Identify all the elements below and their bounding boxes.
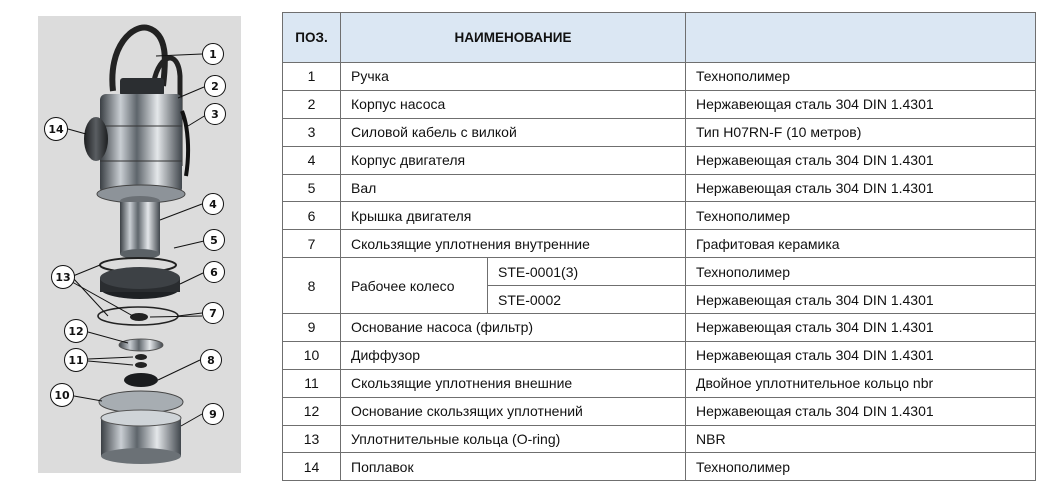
row-pos: 4 (283, 146, 341, 174)
table-row (283, 118, 1036, 146)
table-row (283, 202, 1036, 230)
table-row (283, 397, 1036, 425)
row-pos: 12 (283, 397, 341, 425)
header-material (686, 13, 1036, 63)
table-header-row (283, 13, 1036, 63)
callout-5 (204, 230, 225, 251)
row-material: Нержавеющая сталь 304 DIN 1.4301 (686, 90, 1036, 118)
callout-1 (203, 44, 224, 65)
row-pos: 9 (283, 314, 341, 342)
svg-text:2: 2 (211, 80, 219, 93)
callout-14 (45, 118, 68, 141)
table-row (283, 258, 1036, 286)
svg-text:3: 3 (211, 108, 219, 121)
svg-text:9: 9 (209, 408, 217, 421)
svg-text:1: 1 (209, 48, 217, 61)
row-pos: 11 (283, 369, 341, 397)
row-pos: 3 (283, 118, 341, 146)
table-row (283, 63, 1036, 91)
row-pos: 13 (283, 425, 341, 453)
row-model: STE-0001(3) (488, 258, 686, 286)
row-material: Технополимер (686, 63, 1036, 91)
callout-11 (65, 349, 88, 372)
svg-text:6: 6 (210, 266, 218, 279)
table-row (283, 314, 1036, 342)
row-material: Нержавеющая сталь 304 DIN 1.4301 (686, 174, 1036, 202)
cable-part (182, 111, 188, 176)
row-pos: 14 (283, 453, 341, 481)
row-name: Скользящие уплотнения внутренние (341, 230, 686, 258)
callout-10 (51, 384, 74, 407)
row-material: Тип H07RN-F (10 метров) (686, 118, 1036, 146)
header-pos: ПОЗ. (283, 13, 341, 63)
row-name: Скользящие уплотнения внешние (341, 369, 686, 397)
svg-text:13: 13 (55, 271, 71, 284)
inner-seal-part (130, 313, 148, 321)
header-name: НАИМЕНОВАНИЕ (341, 13, 686, 63)
row-name: Вал (341, 174, 686, 202)
row-material: Нержавеющая сталь 304 DIN 1.4301 (686, 286, 1036, 314)
svg-text:11: 11 (68, 354, 84, 367)
callout-12 (65, 320, 88, 343)
table-row (283, 146, 1036, 174)
svg-text:4: 4 (209, 198, 217, 211)
callout-4 (203, 194, 224, 215)
row-material: Нержавеющая сталь 304 DIN 1.4301 (686, 397, 1036, 425)
outer-seal-part (135, 354, 147, 360)
row-model: STE-0002 (488, 286, 686, 314)
row-pos: 10 (283, 341, 341, 369)
row-material: Технополимер (686, 202, 1036, 230)
row-name: Основание насоса (фильтр) (341, 314, 686, 342)
pump-diagram-svg (38, 16, 241, 473)
svg-text:8: 8 (207, 354, 215, 367)
row-pos: 1 (283, 63, 341, 91)
row-material: Двойное уплотнительное кольцо nbr (686, 369, 1036, 397)
row-material: Графитовая керамика (686, 230, 1036, 258)
row-name: Корпус двигателя (341, 146, 686, 174)
row-name: Основание скользящих уплотнений (341, 397, 686, 425)
row-material: Нержавеющая сталь 304 DIN 1.4301 (686, 314, 1036, 342)
row-name: Рабочее колесо (341, 258, 488, 314)
callout-7 (203, 303, 224, 324)
row-name: Крышка двигателя (341, 202, 686, 230)
row-pos: 7 (283, 230, 341, 258)
row-name: Диффузор (341, 341, 686, 369)
callout-8 (201, 350, 222, 371)
impeller-part (124, 373, 158, 387)
table-row (283, 341, 1036, 369)
row-material: Нержавеющая сталь 304 DIN 1.4301 (686, 341, 1036, 369)
table-row (283, 174, 1036, 202)
filter-base-part (101, 410, 181, 464)
row-name: Ручка (341, 63, 686, 91)
row-pos: 2 (283, 90, 341, 118)
row-name: Силовой кабель с вилкой (341, 118, 686, 146)
callout-6 (204, 262, 225, 283)
callout-9 (203, 404, 224, 425)
float-part (84, 117, 108, 161)
row-material: Технополимер (686, 453, 1036, 481)
row-material: Нержавеющая сталь 304 DIN 1.4301 (686, 146, 1036, 174)
table-row (283, 453, 1036, 481)
row-name: Уплотнительные кольца (O-ring) (341, 425, 686, 453)
callout-13 (52, 266, 75, 289)
table-row (283, 90, 1036, 118)
row-pos: 8 (283, 258, 341, 314)
svg-text:5: 5 (210, 234, 218, 247)
row-material: Технополимер (686, 258, 1036, 286)
motor-part (120, 196, 160, 259)
callout-3 (205, 104, 226, 125)
svg-text:7: 7 (209, 307, 217, 320)
row-pos: 5 (283, 174, 341, 202)
table-row (283, 369, 1036, 397)
table-row (283, 230, 1036, 258)
pump-exploded-diagram (38, 16, 241, 473)
row-pos: 6 (283, 202, 341, 230)
row-material: NBR (686, 425, 1036, 453)
parts-spec-table (282, 12, 1036, 481)
pump-body-part (97, 94, 185, 203)
row-name: Поплавок (341, 453, 686, 481)
svg-text:10: 10 (54, 389, 70, 402)
svg-text:12: 12 (68, 325, 84, 338)
callout-2 (205, 76, 226, 97)
row-name: Корпус насоса (341, 90, 686, 118)
seal-base-part (119, 339, 163, 351)
table-row (283, 425, 1036, 453)
svg-text:14: 14 (48, 123, 64, 136)
motor-cover-part (100, 267, 180, 299)
